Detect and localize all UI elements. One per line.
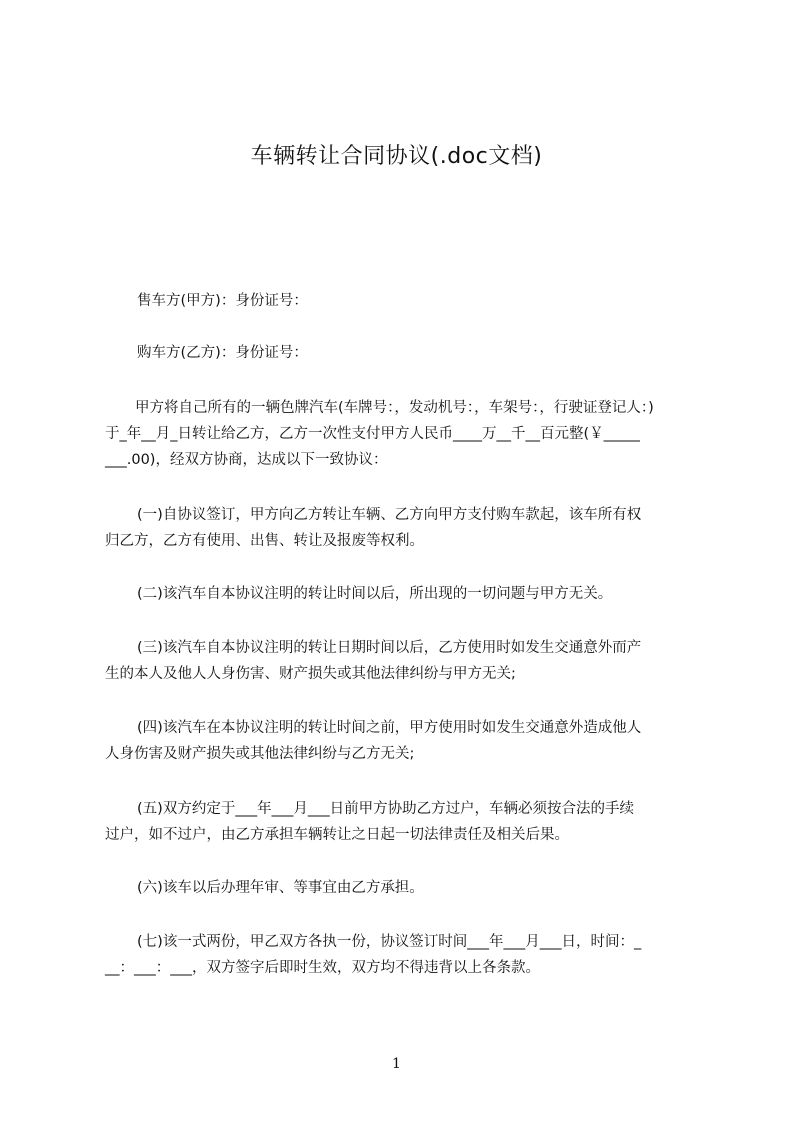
buyer-info-line: 购车方(乙方)：身份证号： <box>137 345 308 361</box>
clause-line: 过户，如不过户，由乙方承担车辆转让之日起一切法律责任及相关后果。 <box>105 827 569 843</box>
seller-info-line: 售车方(甲方)：身份证号： <box>137 293 308 309</box>
intro-paragraph <box>105 395 705 473</box>
clause-line: (五)双方约定于___年___月___日前甲方协助乙方过户，车辆必须按合法的手续 <box>137 801 635 817</box>
clause-line: (二)该汽车自本协议注明的转让时间以后，所出现的一切问题与甲方无关。 <box>137 586 613 602</box>
clause-line: 生的本人及他人人身伤害、财产损失或其他法律纠纷与甲方无关; <box>105 666 516 682</box>
clause-line: (六)该车以后办理年审、等事宜由乙方承担。 <box>137 880 424 896</box>
clause-line: 人身伤害及财产损失或其他法律纠纷与乙方无关; <box>105 746 415 762</box>
clause-1-paragraph <box>105 502 705 554</box>
clause-line: (三)该汽车自本协议注明的转让日期时间以后，乙方使用时如发生交通意外而产 <box>137 640 642 656</box>
clause-line: (四)该汽车在本协议注明的转让时间之前，甲方使用时如发生交通意外造成他人 <box>137 720 642 736</box>
clause-4-paragraph <box>105 715 705 767</box>
clause-line: (七)该一式两份，甲乙双方各执一份，协议签订时间___年___月___日，时间：_ <box>137 934 642 950</box>
document-title: 车辆转让合同协议(.doc文档) <box>250 144 543 169</box>
clause-line: (一)自协议签订，甲方向乙方转让车辆、乙方向甲方支付购车款起，该车所有权 <box>137 507 642 523</box>
clause-2-paragraph <box>105 581 705 607</box>
seller-info-paragraph <box>105 288 705 314</box>
clause-line: __：___：___，双方签字后即时生效，双方均不得违背以上各条款。 <box>105 960 540 976</box>
intro-line: ___.00)，经双方协商，达成以下一致协议： <box>105 452 388 468</box>
buyer-info-paragraph <box>105 340 705 366</box>
intro-line: 甲方将自己所有的一辆色牌汽车(车牌号：，发动机号：，车架号：，行驶证登记人：) <box>135 400 654 416</box>
clause-6-paragraph <box>105 875 705 901</box>
clause-line: 归乙方，乙方有使用、出售、转让及报废等权利。 <box>105 533 424 549</box>
clause-7-paragraph <box>105 929 705 981</box>
intro-line: 于_年__月_日转让给乙方，乙方一次性支付甲方人民币____万__千__百元整(￥_____ <box>105 426 640 442</box>
clause-5-paragraph <box>105 796 705 848</box>
page-number: 1 <box>392 1056 401 1072</box>
clause-3-paragraph <box>105 635 705 687</box>
